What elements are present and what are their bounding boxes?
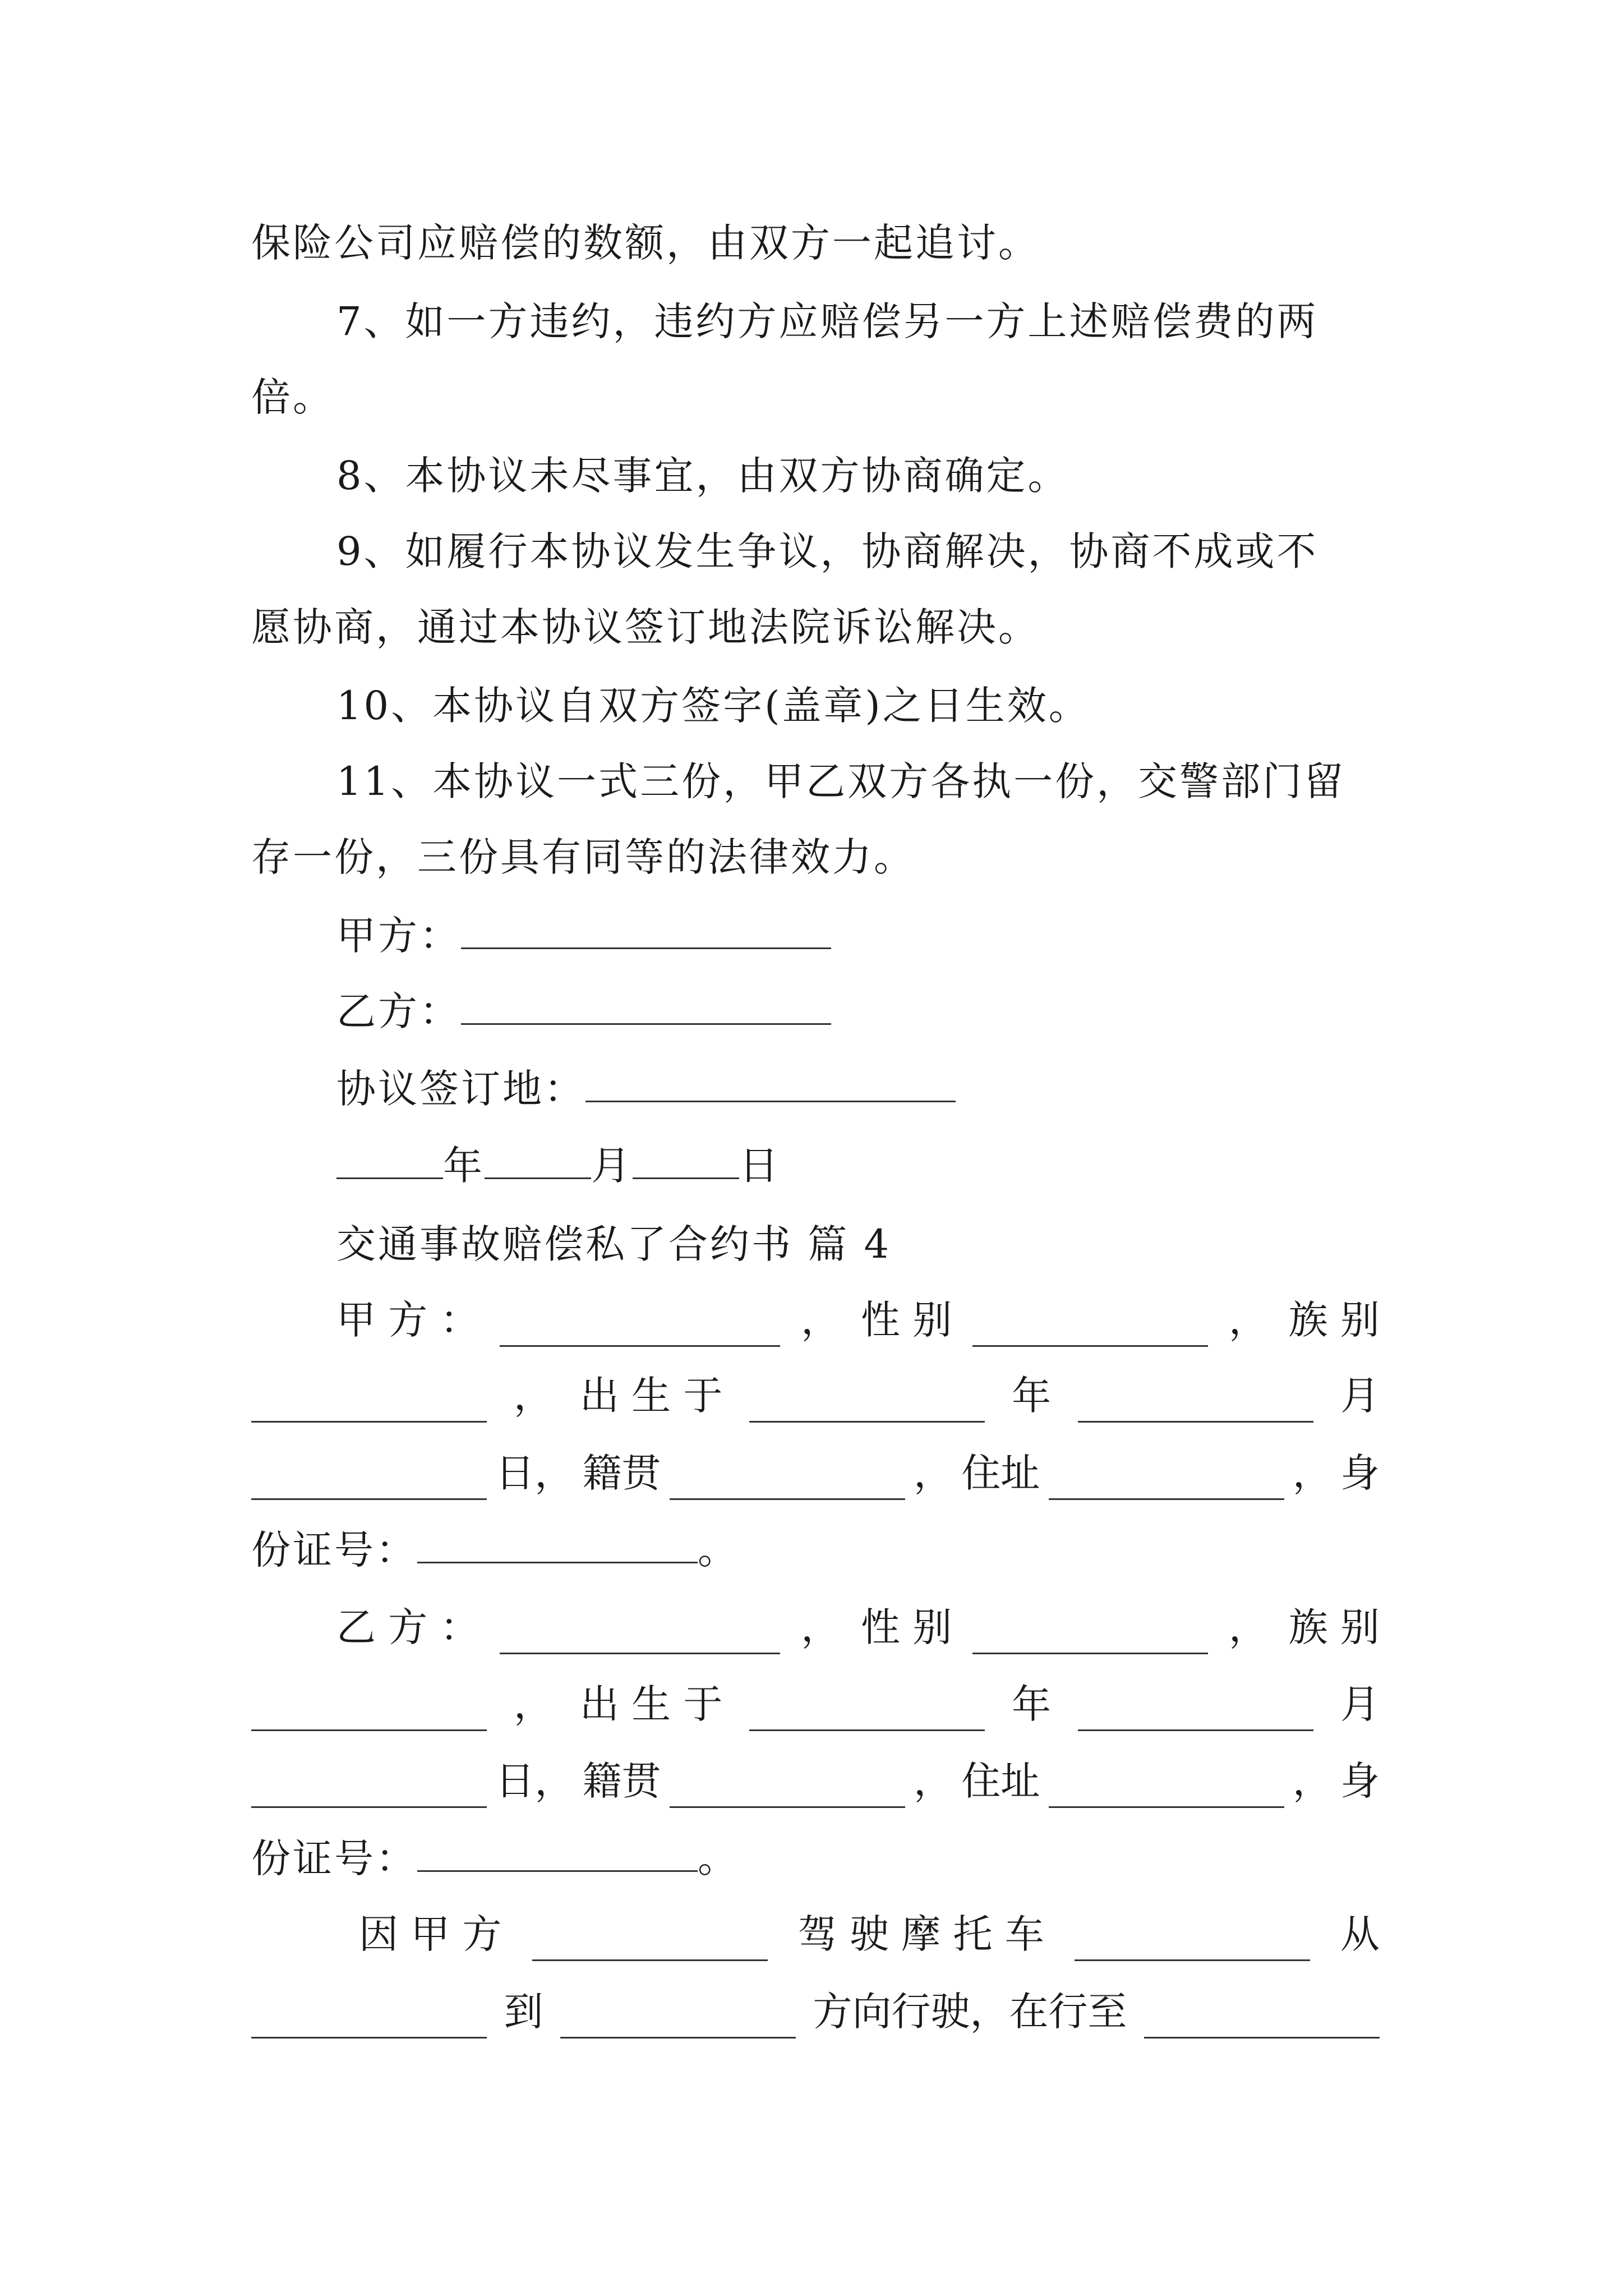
party-a-name-blank[interactable]	[500, 1312, 780, 1347]
party-a-line-3	[251, 1446, 1380, 1500]
party-a-gender-blank[interactable]	[972, 1312, 1208, 1347]
comma: ，	[801, 1604, 841, 1650]
incident-location-blank[interactable]	[1144, 2003, 1380, 2039]
party-a-born-label: 出 生 于	[579, 1373, 723, 1419]
party-b-gender-label: 性 别	[860, 1604, 952, 1650]
party-b-ethnicity-label: 族 别	[1288, 1604, 1380, 1650]
clause-8: 8、本协议未尽事宜，由双方协商确定。	[336, 453, 1069, 499]
incident-from-blank[interactable]	[251, 2003, 487, 2039]
incident-line-1	[359, 1907, 1380, 1961]
party-b-native-label: 籍贯	[582, 1758, 661, 1804]
signing-place-blank[interactable]	[585, 1067, 956, 1102]
incident-drive-label: 驾 驶 摩 托 车	[797, 1911, 1044, 1957]
party-a-ethnicity-label: 族 别	[1288, 1297, 1380, 1343]
incident-to-blank[interactable]	[560, 2003, 796, 2039]
party-b-line-4	[251, 1832, 739, 1885]
month-blank[interactable]	[485, 1144, 591, 1179]
party-b-id-head: 身	[1340, 1758, 1380, 1804]
party-a-birth-month-blank[interactable]	[1078, 1387, 1313, 1423]
signature-party-b	[336, 984, 831, 1038]
party-b-month-label: 月	[1340, 1681, 1380, 1727]
party-b-day-label: 日，	[495, 1758, 574, 1804]
incident-direction-label: 方向行驶，在行至	[813, 1989, 1127, 2035]
party-b-address-blank[interactable]	[1049, 1773, 1284, 1808]
clause-11-line-1: 11、本协议一式三份，甲乙双方各执一份，交警部门留	[336, 758, 1346, 804]
party-a-birth-year-blank[interactable]	[749, 1387, 985, 1423]
party-b-born-label: 出 生 于	[579, 1681, 723, 1727]
party-a-native-label: 籍贯	[582, 1450, 661, 1496]
comma: ，	[914, 1450, 953, 1496]
incident-from-label: 从	[1340, 1911, 1380, 1957]
party-b-id-label: 份证号：	[251, 1835, 417, 1881]
party-a-id-blank[interactable]	[417, 1528, 698, 1563]
party-a-month-label: 月	[1340, 1373, 1380, 1419]
party-a-address-label: 住址	[961, 1450, 1040, 1496]
signing-date	[336, 1139, 781, 1193]
party-b-address-label: 住址	[961, 1758, 1040, 1804]
party-a-gender-label: 性 别	[860, 1297, 952, 1343]
party-a-label: 甲方：	[336, 913, 461, 959]
party-a-line-1	[336, 1293, 1380, 1347]
party-b-ethnicity-blank[interactable]	[251, 1696, 487, 1731]
party-b-block-label: 乙 方 ：	[336, 1604, 479, 1650]
signing-place	[336, 1062, 956, 1116]
party-b-name-blank[interactable]	[500, 1619, 780, 1654]
party-b-birth-day-blank[interactable]	[251, 1773, 487, 1808]
comma: ，	[513, 1373, 553, 1419]
comma: ，	[801, 1297, 841, 1343]
party-a-day-label: 日，	[495, 1450, 574, 1496]
period: 。	[698, 1527, 739, 1573]
clause-9-line-1: 9、如履行本协议发生争议，协商解决，协商不成或不	[336, 528, 1318, 574]
day-label: 日	[739, 1143, 781, 1189]
section-title: 交通事故赔偿私了合约书 篇 4	[336, 1221, 892, 1267]
year-blank[interactable]	[336, 1144, 443, 1179]
party-a-line-4	[251, 1523, 739, 1577]
comma: ，	[513, 1681, 553, 1727]
party-a-address-blank[interactable]	[1049, 1465, 1284, 1500]
comma: ，	[1292, 1450, 1332, 1496]
party-a-native-blank[interactable]	[670, 1465, 905, 1500]
clause-7-line-2: 倍。	[251, 374, 334, 420]
signature-party-a	[336, 909, 831, 963]
party-b-label: 乙方：	[336, 988, 461, 1034]
incident-time-blank[interactable]	[532, 1926, 768, 1961]
incident-vehicle-blank[interactable]	[1075, 1926, 1310, 1961]
paragraph-6-end: 保险公司应赔偿的数额，由双方一起追讨。	[251, 220, 1040, 266]
party-b-line-1	[336, 1600, 1380, 1654]
party-b-gender-blank[interactable]	[972, 1619, 1208, 1654]
party-b-line-2	[251, 1677, 1380, 1731]
incident-to-label: 到	[504, 1989, 543, 2035]
clause-9-line-2: 愿协商，通过本协议签订地法院诉讼解决。	[251, 604, 1040, 650]
comma: ，	[1228, 1604, 1268, 1650]
party-a-signature-blank[interactable]	[461, 914, 831, 949]
clause-11-line-2: 存一份，三份具有同等的法律效力。	[251, 834, 915, 880]
period: 。	[698, 1835, 739, 1881]
comma: ，	[1228, 1297, 1268, 1343]
party-a-line-2	[251, 1369, 1380, 1423]
incident-because-label: 因 甲 方	[359, 1911, 502, 1957]
party-a-id-label: 份证号：	[251, 1527, 417, 1573]
party-b-native-blank[interactable]	[670, 1773, 905, 1808]
party-b-birth-month-blank[interactable]	[1078, 1696, 1313, 1731]
party-a-block-label: 甲 方 ：	[336, 1297, 479, 1343]
party-a-year-label: 年	[1012, 1373, 1052, 1419]
party-b-birth-year-blank[interactable]	[749, 1696, 985, 1731]
party-b-signature-blank[interactable]	[461, 990, 831, 1025]
incident-line-2	[251, 1985, 1380, 2039]
clause-10: 10、本协议自双方签字(盖章)之日生效。	[336, 683, 1090, 729]
signing-place-label: 协议签订地：	[336, 1066, 585, 1112]
party-a-birth-day-blank[interactable]	[251, 1465, 487, 1500]
month-label: 月	[591, 1143, 633, 1189]
party-b-line-3	[251, 1754, 1380, 1808]
party-a-id-head: 身	[1340, 1450, 1380, 1496]
clause-7-line-1: 7、如一方违约，违约方应赔偿另一方上述赔偿费的两	[336, 298, 1318, 344]
party-b-year-label: 年	[1012, 1681, 1052, 1727]
comma: ，	[914, 1758, 953, 1804]
party-b-id-blank[interactable]	[417, 1837, 698, 1872]
comma: ，	[1292, 1758, 1332, 1804]
party-a-ethnicity-blank[interactable]	[251, 1387, 487, 1423]
day-blank[interactable]	[633, 1144, 739, 1179]
year-label: 年	[443, 1143, 485, 1189]
